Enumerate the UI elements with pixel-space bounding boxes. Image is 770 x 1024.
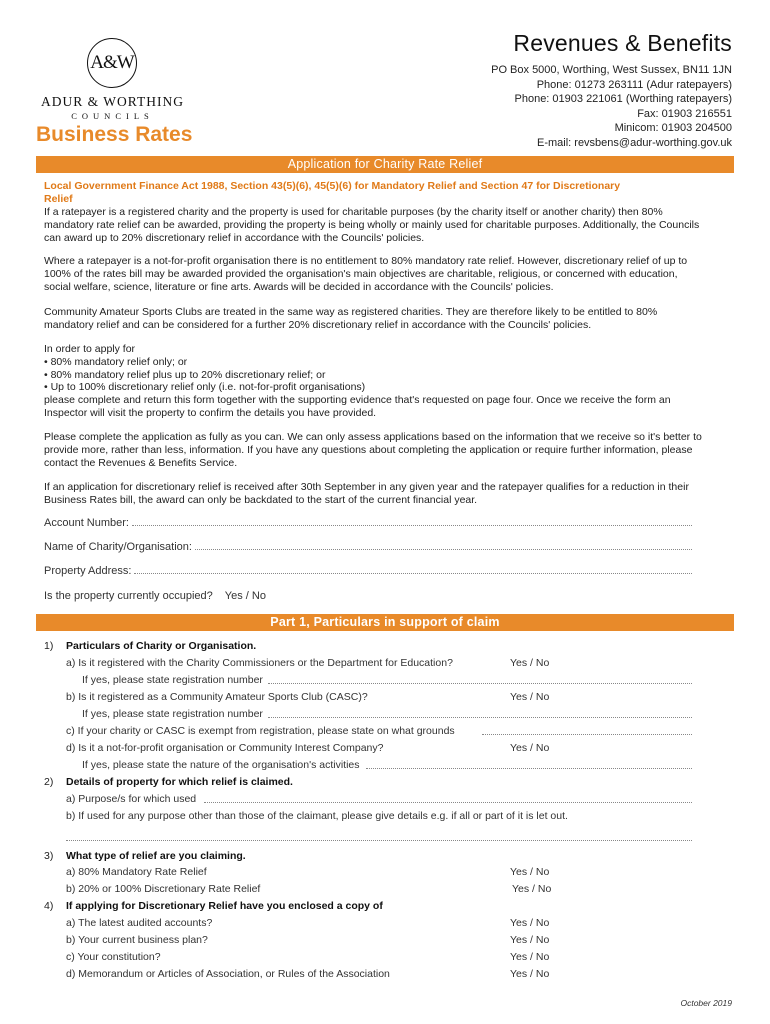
- property-address-field[interactable]: [44, 565, 692, 577]
- section-bar-application: Application for Charity Rate Relief: [36, 156, 734, 173]
- contact-block: [491, 30, 732, 151]
- occupied-question: [44, 590, 266, 602]
- apply-intro: In order to apply for: [44, 343, 136, 355]
- question-1a: a) Is it registered with the Charity Commissioners or the Department for Education?: [66, 657, 453, 669]
- brand-title: Business Rates: [36, 123, 193, 146]
- section-bar-part1: Part 1, Particulars in support of claim: [36, 614, 734, 631]
- question-4d: d) Memorandum or Articles of Association, or Rules of the Association: [66, 968, 390, 980]
- apply-bullet: • 80% mandatory relief plus up to 20% discretionary relief; or: [44, 368, 326, 381]
- question-3a: a) 80% Mandatory Rate Relief: [66, 866, 207, 878]
- contact-phone-worthing: Phone: 01903 221061 (Worthing ratepayers): [514, 93, 732, 106]
- section-2-heading: Details of property for which relief is claimed.: [66, 776, 293, 788]
- contact-fax: Fax: 01903 216551: [637, 107, 732, 120]
- question-4a: a) The latest audited accounts?: [66, 917, 213, 929]
- occupied-label: Is the property currently occupied?: [44, 590, 213, 602]
- account-number-input-line[interactable]: [132, 517, 692, 526]
- logo-name: ADUR & WORTHING: [41, 94, 184, 109]
- header-title: Revenues & Benefits: [513, 30, 732, 56]
- logo-sub: COUNCILS: [71, 111, 154, 121]
- paragraph-casc: Community Amateur Sports Clubs are treated in the same way as registered charities. They are therefore likely to be entitled to 80% mandatory relief and can be considered for a further 20% discretionary relief in accordance with the Councils' policies.: [44, 306, 658, 331]
- apply-bullet: • Up to 100% discretionary relief only (i.e. not-for-profit organisations): [44, 381, 366, 394]
- question-1b: b) Is it registered as a Community Amateur Sports Club (CASC)?: [66, 691, 368, 703]
- footer-date: October 2019: [680, 998, 732, 1008]
- exempt-grounds-line[interactable]: [482, 734, 692, 735]
- yes-no-3b[interactable]: Yes / No: [512, 883, 552, 895]
- paragraph-charity: If a ratepayer is a registered charity and the property is used for charitable purposes (by the charity itself or another charity) then 80% mandatory rate relief can be awarded, providing the property is being wholly or mainly used for charitable purposes. Additionally, the Councils can award up to 20% discretionary relief in accordance with the Councils' policies.: [44, 206, 700, 244]
- question-4c: c) Your constitution?: [66, 951, 161, 963]
- legislation-heading: Local Government Finance Act 1988, Section 43(5)(6), 45(5)(6) for Mandatory Relief and Section 47 for Discretionary Relief: [44, 180, 621, 205]
- occupied-yes-no[interactable]: Yes / No: [224, 590, 266, 602]
- account-number-label: Account Number:: [44, 517, 129, 529]
- contact-email[interactable]: E-mail: revsbens@adur-worthing.gov.uk: [537, 136, 732, 149]
- yes-no-3a[interactable]: Yes / No: [510, 866, 550, 878]
- section-number: 1): [44, 640, 54, 652]
- apply-bullet: • 80% mandatory relief only; or: [44, 355, 188, 368]
- property-address-input-line[interactable]: [134, 565, 692, 574]
- purpose-line[interactable]: [204, 802, 692, 803]
- contact-minicom: Minicom: 01903 204500: [614, 122, 732, 135]
- registration-number-line-1a[interactable]: [268, 683, 692, 684]
- charity-name-field[interactable]: [44, 541, 692, 553]
- paragraph-backdate: If an application for discretionary relief is received after 30th September in any given year and the ratepayer qualifies for a reduction in their Business Rates bill, the award can only be backdated to the start of the current financial year.: [44, 481, 689, 506]
- question-1c: c) If your charity or CASC is exempt from registration, please state on what grounds: [66, 725, 455, 737]
- paragraph-complete-fully: Please complete the application as fully as you can. We can only assess applications based on the information that we receive so it's better to provide more, rather than less, information. If you have any questions about completing the application or require further information, please contact the Revenues & Benefits Service.: [44, 431, 702, 469]
- question-2a: a) Purpose/s for which used: [66, 793, 197, 805]
- section-number: 2): [44, 776, 54, 788]
- apply-instructions: [44, 343, 704, 420]
- charity-name-label: Name of Charity/Organisation:: [44, 541, 192, 553]
- yes-no-1b[interactable]: Yes / No: [510, 691, 550, 703]
- yes-no-4d[interactable]: Yes / No: [510, 968, 550, 980]
- question-1d: d) Is it a not-for-profit organisation or Community Interest Company?: [66, 742, 384, 754]
- yes-no-4a[interactable]: Yes / No: [510, 917, 550, 929]
- section-number: 3): [44, 850, 54, 862]
- paragraph-not-for-profit: Where a ratepayer is a not-for-profit organisation there is no entitlement to 80% mandatory rate relief. However, discretionary relief of up to 100% of the rates bill may be awarded provided the organisation's main objectives are charitable, religious, or concerned with education, social welfare, science, literature or fine arts. Awards will be decided in accordance with the Councils' policies.: [44, 255, 688, 293]
- question-2b: b) If used for any purpose other than those of the claimant, please give details e.g. if all or part of it is let out.: [66, 810, 568, 822]
- registration-number-line-1b[interactable]: [268, 717, 692, 718]
- question-3b: b) 20% or 100% Discretionary Rate Relief: [66, 883, 261, 895]
- yes-no-4c[interactable]: Yes / No: [510, 951, 550, 963]
- activities-line[interactable]: [366, 768, 692, 769]
- section-3-heading: What type of relief are you claiming.: [66, 850, 246, 862]
- registration-number-label-1b: If yes, please state registration number: [82, 708, 263, 720]
- registration-number-label-1a: If yes, please state registration number: [82, 674, 263, 686]
- section-4-heading: If applying for Discretionary Relief have you enclosed a copy of: [66, 900, 383, 912]
- aw-logo-mark: A&W: [87, 38, 137, 88]
- yes-no-1a[interactable]: Yes / No: [510, 657, 550, 669]
- council-logo: [30, 38, 210, 121]
- yes-no-4b[interactable]: Yes / No: [510, 934, 550, 946]
- other-use-line[interactable]: [66, 840, 692, 841]
- apply-outro: please complete and return this form together with the supporting evidence that's requested on page four. Once we receive the form an Inspector will visit the property to confirm the details you have provided.: [44, 394, 671, 419]
- section-number: 4): [44, 900, 54, 912]
- property-address-label: Property Address:: [44, 565, 132, 577]
- activities-label: If yes, please state the nature of the organisation's activities: [82, 759, 360, 771]
- account-number-field[interactable]: [44, 517, 692, 529]
- contact-address: PO Box 5000, Worthing, West Sussex, BN11 1JN: [491, 64, 732, 76]
- section-1-heading: Particulars of Charity or Organisation.: [66, 640, 257, 652]
- yes-no-1d[interactable]: Yes / No: [510, 742, 550, 754]
- contact-phone-adur: Phone: 01273 263111 (Adur ratepayers): [536, 78, 732, 91]
- charity-name-input-line[interactable]: [195, 541, 692, 550]
- question-4b: b) Your current business plan?: [66, 934, 208, 946]
